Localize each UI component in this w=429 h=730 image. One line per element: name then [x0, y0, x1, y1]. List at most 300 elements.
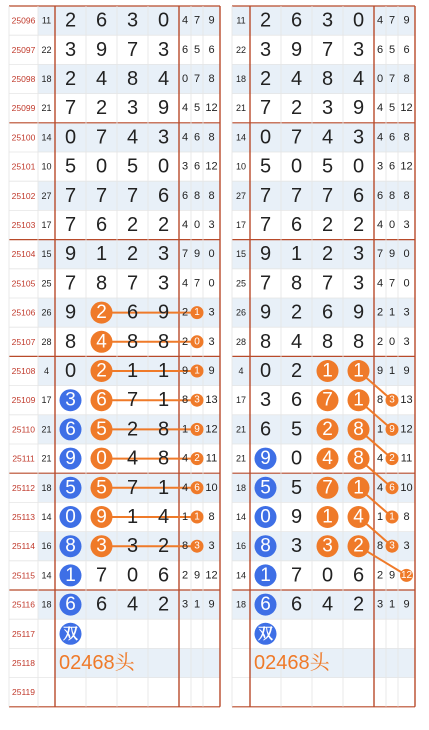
extra-value: 9: [388, 569, 396, 582]
digit-value: 2: [126, 243, 139, 266]
sum-value: 18: [235, 599, 247, 610]
extra-value: 0: [181, 73, 189, 85]
note-top: 双: [257, 625, 274, 643]
digit-value: 2: [259, 9, 272, 32]
digit-value: 2: [290, 97, 303, 120]
digit-value: 6: [352, 184, 365, 207]
period-label: 25119: [11, 687, 36, 698]
digit-value: 6: [95, 9, 108, 32]
digit-value: 3: [352, 38, 365, 61]
period-label: 25104: [11, 249, 36, 260]
extra-value: 3: [389, 540, 395, 552]
extra-value: 5: [193, 43, 201, 56]
sum-value: 25: [235, 278, 247, 289]
sum-value: 15: [235, 249, 247, 260]
digit-value: 0: [290, 447, 303, 470]
digit-value: 9: [259, 243, 272, 266]
digit-value: 4: [126, 593, 139, 616]
digit-value: 1: [353, 360, 364, 382]
extra-value: 0: [403, 248, 410, 261]
extra-value: 4: [376, 102, 384, 115]
digit-value: 1: [95, 243, 108, 266]
extra-value: 6: [194, 482, 200, 494]
digit-value: 6: [321, 301, 334, 324]
extra-value: 7: [193, 14, 201, 27]
digit-value: 1: [126, 360, 139, 382]
digit-value: 7: [126, 389, 139, 412]
sum-value: 22: [41, 44, 52, 55]
digit-value: 9: [65, 448, 76, 470]
digit-value: 3: [352, 272, 365, 295]
digit-value: 1: [126, 506, 139, 528]
digit-value: 2: [353, 535, 364, 557]
sum-value: 14: [235, 570, 247, 581]
extra-value: 4: [181, 277, 189, 290]
digit-value: 2: [157, 535, 170, 558]
digit-value: 7: [322, 477, 333, 499]
digit-value: 3: [259, 38, 272, 61]
digit-value: 0: [96, 448, 107, 470]
extra-value: 6: [389, 482, 395, 494]
digit-value: 7: [259, 184, 272, 207]
period-label: 25101: [11, 161, 36, 172]
extra-value: 12: [400, 160, 413, 173]
digit-value: 7: [95, 564, 108, 587]
digit-value: 0: [64, 360, 77, 382]
extra-value: 5: [388, 43, 396, 56]
digit-value: 6: [290, 593, 303, 616]
digit-value: 8: [126, 68, 139, 90]
sum-value: 18: [41, 599, 52, 610]
extra-value: 3: [208, 306, 215, 319]
period-label: 25110: [11, 424, 36, 435]
digit-value: 4: [352, 68, 365, 90]
period-label: 25111: [12, 453, 35, 464]
digit-value: 7: [321, 38, 334, 61]
digit-value: 8: [65, 535, 76, 557]
sum-value: 27: [41, 190, 52, 201]
digit-value: 8: [64, 330, 77, 353]
digit-value: 3: [321, 9, 334, 32]
digit-value: 2: [290, 301, 303, 324]
digit-value: 8: [260, 535, 271, 557]
digit-value: 7: [64, 97, 77, 120]
digit-value: 4: [353, 506, 364, 528]
sum-value: 14: [41, 132, 52, 143]
extra-value: 4: [181, 452, 189, 465]
digit-value: 0: [95, 155, 108, 178]
digit-value: 7: [290, 184, 303, 207]
sum-value: 4: [43, 366, 50, 376]
digit-value: 4: [322, 448, 333, 470]
extra-value: 3: [403, 335, 410, 348]
digit-value: 2: [126, 418, 139, 441]
digit-value: 6: [126, 301, 139, 324]
extra-value: 12: [400, 102, 413, 115]
period-label: 25096: [11, 15, 36, 26]
extra-value: 1: [388, 306, 396, 319]
extra-value: 4: [376, 452, 384, 465]
digit-value: 7: [95, 184, 108, 207]
digit-value: 5: [64, 155, 77, 178]
digit-value: 3: [64, 38, 77, 61]
digit-value: 0: [157, 9, 170, 32]
extra-value: 4: [181, 219, 189, 231]
digit-value: 9: [64, 301, 77, 324]
digit-value: 6: [65, 418, 76, 440]
extra-value: 1: [181, 423, 189, 436]
extra-value: 6: [403, 43, 410, 56]
digit-value: 1: [65, 564, 76, 586]
extra-value: 0: [208, 277, 215, 290]
extra-value: 4: [181, 14, 189, 27]
extra-value: 9: [403, 598, 410, 611]
digit-value: 9: [290, 506, 303, 528]
digit-value: 6: [157, 564, 170, 587]
digit-value: 3: [157, 38, 170, 61]
extra-value: 3: [389, 394, 395, 406]
digit-value: 3: [157, 272, 170, 295]
digit-value: 8: [95, 272, 108, 295]
extra-value: 8: [208, 189, 215, 202]
digit-value: 3: [321, 97, 334, 120]
note-bottom: 02468头: [59, 652, 135, 674]
extra-value: 4: [376, 481, 384, 494]
extra-value: 8: [403, 73, 410, 85]
digit-value: 8: [321, 330, 334, 353]
digit-value: 3: [65, 389, 76, 411]
digit-value: 5: [260, 477, 271, 499]
extra-value: 6: [376, 189, 384, 202]
digit-value: 7: [64, 184, 77, 207]
digit-value: 4: [321, 593, 334, 616]
digit-value: 8: [290, 272, 303, 295]
extra-value: 1: [194, 307, 200, 319]
digit-value: 7: [259, 97, 272, 120]
sum-value: 18: [41, 74, 52, 84]
extra-value: 9: [389, 423, 395, 435]
digit-value: 1: [157, 360, 170, 382]
digit-value: 7: [322, 389, 333, 411]
sum-value: 25: [41, 278, 52, 289]
extra-value: 8: [376, 394, 384, 407]
period-label: 25118: [11, 658, 36, 668]
digit-value: 9: [352, 97, 365, 120]
digit-value: 7: [259, 214, 272, 236]
digit-value: 9: [157, 301, 170, 324]
digit-value: 2: [64, 9, 77, 32]
sum-value: 14: [41, 570, 52, 581]
digit-value: 5: [290, 476, 303, 499]
digit-value: 3: [126, 9, 139, 32]
note-top: 双: [62, 625, 79, 643]
digit-value: 4: [157, 68, 170, 90]
sum-value: 22: [235, 44, 247, 55]
digit-value: 3: [352, 243, 365, 266]
extra-value: 7: [181, 248, 189, 261]
extra-value: 9: [208, 598, 215, 611]
extra-value: 3: [403, 540, 410, 553]
extra-value: 8: [193, 189, 201, 202]
digit-value: 3: [126, 97, 139, 120]
sum-value: 21: [235, 103, 247, 114]
digit-value: 2: [95, 97, 108, 120]
digit-value: 8: [126, 330, 139, 353]
digit-value: 1: [157, 389, 170, 412]
digit-value: 6: [96, 389, 107, 411]
period-label: 25109: [11, 395, 36, 406]
digit-value: 0: [352, 155, 365, 178]
extra-value: 6: [388, 160, 396, 173]
sum-value: 18: [235, 74, 247, 84]
extra-value: 8: [208, 511, 215, 523]
extra-value: 3: [376, 598, 384, 611]
period-label: 25113: [11, 512, 36, 522]
digit-value: 6: [95, 593, 108, 616]
digit-value: 0: [260, 506, 271, 528]
sum-value: 14: [235, 132, 247, 143]
sum-value: 26: [41, 307, 52, 318]
extra-value: 7: [388, 14, 396, 27]
period-label: 25102: [11, 190, 36, 201]
digit-value: 2: [64, 68, 77, 90]
extra-value: 2: [181, 306, 189, 319]
extra-value: 12: [205, 160, 218, 173]
extra-value: 6: [208, 43, 215, 56]
extra-value: 9: [403, 365, 410, 377]
digit-value: 3: [352, 126, 365, 149]
extra-value: 10: [205, 481, 218, 494]
extra-value: 0: [208, 248, 215, 261]
period-label: 25098: [11, 74, 36, 84]
digit-value: 1: [322, 506, 333, 528]
digit-value: 9: [260, 448, 271, 470]
digit-value: 9: [95, 38, 108, 61]
digit-value: 7: [126, 184, 139, 207]
extra-value: 2: [181, 569, 189, 582]
sum-value: 11: [236, 15, 246, 26]
extra-value: 8: [388, 189, 396, 202]
digit-value: 8: [157, 447, 170, 470]
extra-value: 8: [403, 131, 410, 144]
digit-value: 6: [290, 214, 303, 236]
digit-value: 5: [96, 477, 107, 499]
sum-value: 28: [41, 336, 52, 347]
sum-value: 17: [41, 395, 52, 406]
extra-value: 5: [388, 102, 396, 115]
extra-value: 9: [193, 569, 201, 582]
digit-value: 9: [259, 301, 272, 324]
digit-value: 2: [259, 68, 272, 90]
extra-value: 4: [376, 131, 384, 144]
digit-value: 0: [290, 155, 303, 178]
extra-value: 11: [205, 452, 218, 465]
digit-value: 3: [290, 535, 303, 558]
extra-value: 1: [388, 365, 396, 377]
extra-value: 8: [181, 394, 189, 407]
extra-value: 12: [205, 569, 218, 582]
extra-value: 7: [388, 73, 396, 85]
digit-value: 5: [65, 477, 76, 499]
extra-value: 6: [181, 189, 189, 202]
digit-value: 3: [157, 126, 170, 149]
extra-value: 10: [400, 481, 413, 494]
digit-value: 2: [321, 214, 334, 236]
digit-value: 7: [290, 126, 303, 149]
period-label: 25108: [11, 366, 36, 376]
digit-value: 7: [126, 38, 139, 61]
period-label: 25097: [11, 44, 36, 55]
extra-value: 12: [205, 102, 218, 115]
digit-value: 8: [157, 330, 170, 353]
digit-value: 2: [290, 360, 303, 382]
sum-value: 16: [235, 541, 247, 552]
digit-value: 7: [290, 564, 303, 587]
digit-value: 7: [126, 476, 139, 499]
sum-value: 21: [235, 453, 247, 464]
digit-value: 8: [259, 330, 272, 353]
sum-value: 21: [41, 453, 52, 464]
extra-value: 12: [400, 569, 413, 581]
period-label: 25114: [11, 541, 36, 552]
extra-value: 1: [194, 511, 200, 523]
digit-value: 0: [126, 564, 139, 587]
sum-value: 28: [235, 336, 247, 347]
sum-value: 18: [235, 482, 247, 493]
extra-value: 2: [376, 335, 384, 348]
extra-value: 6: [193, 160, 201, 173]
period-label: 25100: [11, 132, 36, 143]
digit-value: 7: [126, 272, 139, 295]
digit-value: 4: [290, 330, 303, 353]
extra-value: 9: [193, 248, 201, 261]
digit-value: 1: [322, 360, 333, 382]
digit-value: 0: [321, 564, 334, 587]
sum-value: 14: [235, 512, 247, 522]
extra-value: 0: [193, 219, 201, 231]
digit-value: 5: [290, 418, 303, 441]
extra-value: 2: [181, 335, 189, 348]
extra-value: 3: [208, 219, 215, 231]
extra-value: 6: [193, 131, 201, 144]
extra-value: 3: [403, 219, 410, 231]
extra-value: 4: [181, 102, 189, 115]
digit-value: 1: [353, 389, 364, 411]
digit-value: 6: [290, 389, 303, 412]
digit-value: 3: [259, 389, 272, 412]
digit-value: 1: [260, 564, 271, 586]
digit-value: 4: [126, 126, 139, 149]
sum-value: 17: [235, 395, 247, 406]
digit-value: 7: [321, 272, 334, 295]
digit-value: 6: [290, 9, 303, 32]
extra-value: 7: [388, 277, 396, 290]
extra-value: 2: [376, 306, 384, 319]
digit-value: 7: [64, 214, 77, 236]
extra-value: 9: [403, 14, 410, 27]
extra-value: 1: [376, 511, 384, 523]
sum-value: 21: [41, 424, 52, 435]
digit-value: 4: [321, 126, 334, 149]
period-label: 25112: [11, 482, 36, 493]
digit-value: 9: [157, 97, 170, 120]
extra-value: 8: [403, 189, 410, 202]
extra-value: 1: [388, 598, 396, 611]
digit-value: 8: [353, 418, 364, 440]
digit-value: 5: [126, 155, 139, 178]
extra-value: 6: [376, 43, 384, 56]
extra-value: 9: [181, 365, 189, 377]
extra-value: 4: [181, 481, 189, 494]
digit-value: 2: [322, 418, 333, 440]
digit-value: 7: [259, 272, 272, 295]
extra-value: 1: [193, 598, 201, 611]
extra-value: 0: [376, 73, 384, 85]
extra-value: 6: [181, 43, 189, 56]
extra-value: 9: [208, 14, 215, 27]
sum-value: 16: [41, 541, 52, 552]
extra-value: 4: [376, 219, 384, 231]
extra-value: 3: [376, 160, 384, 173]
sum-value: 14: [41, 512, 52, 522]
extra-value: 2: [376, 569, 384, 582]
extra-value: 3: [181, 160, 189, 173]
period-label: 25117: [11, 628, 36, 639]
digit-value: 9: [290, 38, 303, 61]
digit-value: 1: [290, 243, 303, 266]
digit-value: 6: [157, 184, 170, 207]
extra-value: 13: [400, 394, 413, 407]
extra-value: 2: [389, 453, 395, 465]
extra-value: 1: [389, 511, 395, 523]
period-label: 25116: [11, 599, 36, 610]
extra-value: 3: [208, 335, 215, 348]
digit-value: 3: [96, 535, 107, 557]
digit-value: 2: [157, 593, 170, 616]
digit-value: 5: [321, 155, 334, 178]
digit-value: 4: [157, 506, 170, 528]
digit-value: 0: [259, 360, 272, 382]
extra-value: 7: [193, 277, 201, 290]
digit-value: 9: [64, 243, 77, 266]
extra-value: 1: [194, 365, 200, 377]
digit-value: 2: [157, 214, 170, 236]
sum-value: 10: [41, 161, 52, 172]
extra-value: 0: [403, 277, 410, 290]
digit-value: 6: [352, 564, 365, 587]
extra-value: 7: [376, 248, 384, 261]
extra-value: 7: [193, 73, 201, 85]
digit-value: 8: [157, 418, 170, 441]
period-label: 25105: [11, 278, 36, 289]
extra-value: 3: [194, 394, 200, 406]
digit-value: 9: [352, 301, 365, 324]
extra-value: 1: [181, 511, 189, 523]
extra-value: 11: [400, 452, 413, 465]
extra-value: 8: [208, 131, 215, 144]
digit-value: 2: [321, 243, 334, 266]
extra-value: 2: [194, 453, 200, 465]
digit-value: 0: [259, 126, 272, 149]
digit-value: 3: [126, 535, 139, 558]
digit-value: 5: [96, 418, 107, 440]
digit-value: 8: [352, 330, 365, 353]
extra-value: 4: [181, 131, 189, 144]
extra-value: 1: [376, 423, 384, 436]
extra-value: 0: [388, 335, 396, 348]
digit-value: 3: [157, 243, 170, 266]
extra-value: 4: [376, 14, 384, 27]
